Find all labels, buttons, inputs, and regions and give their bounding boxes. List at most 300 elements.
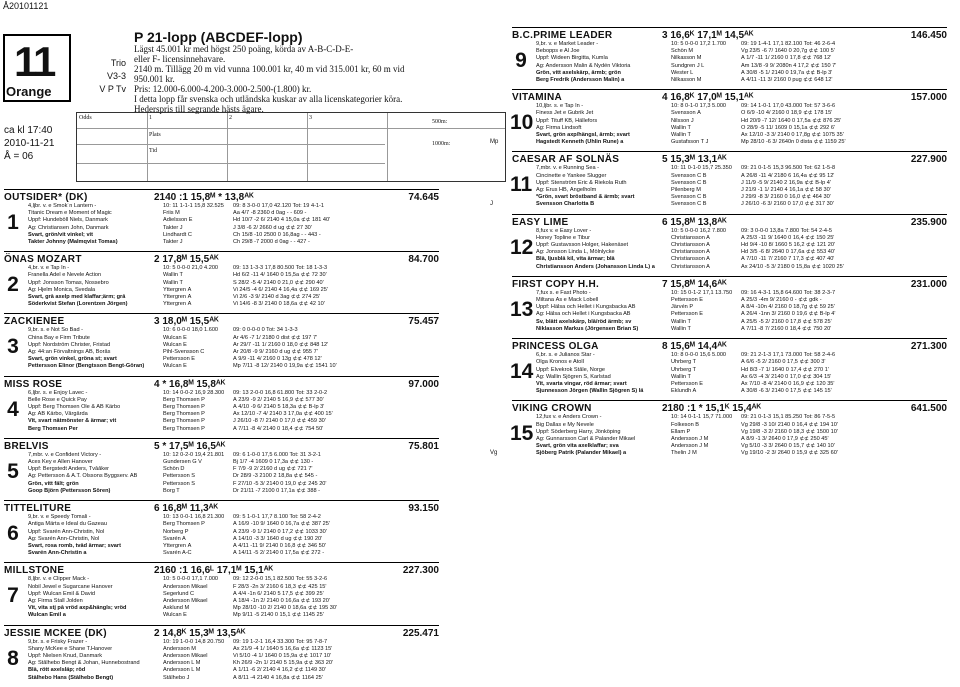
place-1-label: 1 bbox=[149, 115, 152, 121]
info-result: 09: 19 1-2-1 16,4 33.300 Tot: 95 7-8-7 bbox=[233, 638, 328, 645]
info-result: Vg 23/5 -6 7/ 1640 0 20,7g ⊄⊄ 100 5' bbox=[741, 48, 835, 55]
horse-name: EASY LIME bbox=[512, 216, 569, 228]
info-driver: Andersson L M bbox=[163, 660, 201, 667]
horse-info-row bbox=[28, 327, 439, 334]
info-left: 10,ljbr. s. e Tap In - bbox=[536, 103, 584, 110]
horse-info-row bbox=[536, 70, 947, 77]
info-left: Franella Adel e Nevele Action bbox=[28, 272, 102, 279]
info-result: År 29/7 -11 1/ 2160 0 18,0 ⊄⊄ 848 12' bbox=[233, 341, 329, 348]
horse-info-row bbox=[28, 514, 439, 521]
horse-body bbox=[512, 228, 947, 271]
horse-info-row bbox=[28, 335, 439, 342]
info-result: År 20/8 -9 9/ 2160 d ug ⊄⊄ 955 7' bbox=[233, 349, 318, 356]
race-title: P 21-lopp (ABCDEF-lopp) bbox=[134, 29, 303, 45]
info-result: Å 1/11 -6 2/ 2140 4 16,2 ⊄⊄ 1149 30' bbox=[233, 667, 326, 674]
horse-info-row bbox=[28, 232, 439, 239]
info-driver: Norberg P bbox=[163, 528, 189, 535]
info-left: Wulcan Emil a bbox=[28, 612, 66, 619]
horse-info-row bbox=[28, 203, 439, 210]
horse-entry bbox=[4, 376, 439, 433]
info-result: Vi 24/5 -4 6/ 2140 4 16,4a ⊄⊄ 169 25' bbox=[233, 286, 328, 293]
info-left: Svart, grön/vit vinkel; vit bbox=[28, 231, 93, 238]
info-left: Äg: Hälsa och Hellet i Kungsbacka AB bbox=[536, 311, 631, 318]
horse-info-row bbox=[28, 390, 439, 397]
info-result: Dr 21/11 -7 2100 0 17,1a ⊄⊄ 388 - bbox=[233, 487, 321, 494]
info-left: Äg: Pettersson & A.T. Olssons Byggserv. AB bbox=[28, 473, 138, 480]
horse-name: PRINCESS OLGA bbox=[512, 341, 599, 353]
bet-types bbox=[96, 57, 126, 96]
info-driver: Svensson C B bbox=[671, 172, 707, 179]
horse-info-row bbox=[536, 436, 947, 443]
horse-prize: 641.500 bbox=[910, 403, 947, 415]
info-result: Hd 8/3 -7 1/ 1640 0 17,4 ⊄⊄ 270 1' bbox=[741, 366, 829, 373]
info-driver: Svarén A bbox=[163, 535, 186, 542]
horse-header bbox=[4, 313, 439, 327]
horse-name: MILLSTONE bbox=[4, 565, 65, 577]
info-result: Å 30/8 -6 3/ 2140 0 17,5 ⊄⊄ 145 15' bbox=[741, 388, 832, 395]
info-left: Berg Fredrik (Andersson Malin) a bbox=[536, 77, 625, 84]
horse-prize: 231.000 bbox=[910, 278, 947, 290]
track-label: Mp bbox=[490, 139, 499, 146]
horse-info-row bbox=[28, 225, 439, 232]
horse-prize: 75.457 bbox=[408, 316, 439, 328]
info-result: Ö 6/9 -10 4/ 2160 0 18,9 ⊄⊄ 178 15' bbox=[741, 110, 833, 117]
horse-stats: 6 15,8ᴹ 13,8ᴬᴷ bbox=[662, 216, 727, 228]
info-result: Å 23/9 -9 1/ 2140 0 17,2 ⊄⊄ 1033 30' bbox=[233, 528, 327, 535]
race-condition-line: eller F- licensinnehavare. bbox=[134, 54, 226, 64]
info-result: Å 25/5 -5 2/ 2160 0 17,8 ⊄⊄ 578 25' bbox=[741, 318, 832, 325]
horse-name: VITAMINA bbox=[512, 92, 562, 104]
horse-body bbox=[4, 639, 439, 682]
info-driver: 10: 14 0-0-2 16,9 28.300 bbox=[163, 389, 225, 396]
info-driver: Uhrberg T bbox=[671, 359, 697, 366]
horse-info-row bbox=[536, 125, 947, 132]
info-driver: Järvén P bbox=[671, 304, 694, 311]
horse-header bbox=[512, 214, 947, 228]
info-driver: Nilsson J bbox=[671, 117, 694, 124]
horse-entry bbox=[512, 338, 947, 395]
info-result: Å 14/10 -3 3/ 1640 d ug ⊄⊄ 190 20' bbox=[233, 535, 323, 542]
info-result: Ax 6/3 -4 3/ 2140 0 17,0 ⊄⊄ 304 15' bbox=[741, 373, 832, 380]
info-left: Äg: Svarén Ann-Christin, Nol bbox=[28, 535, 100, 542]
race-condition-line: Pris: 12.000-6.000-4.200-3.000-2.500-(1.800) kr. bbox=[134, 84, 312, 94]
horse-body bbox=[4, 203, 439, 246]
info-driver: Nilkasson M bbox=[671, 77, 702, 84]
horse-info-row bbox=[536, 311, 947, 318]
horse-prize: 93.150 bbox=[408, 503, 439, 515]
horse-stats: 4 * 16,8ᴹ 15,8ᴬᴷ bbox=[154, 378, 226, 390]
horse-header bbox=[4, 625, 439, 639]
info-left: 9,br. v. e Speedy Tomali - bbox=[28, 514, 91, 521]
info-driver: 10: 8 0-0-0 15,6 5.000 bbox=[671, 352, 727, 359]
info-left: Äg: Gunnarsson Carl & Palander Mikael bbox=[536, 435, 636, 442]
horse-entry bbox=[4, 625, 439, 682]
horse-info-row bbox=[28, 301, 439, 308]
info-left: 8,ljbr. v. e Clipper Mack - bbox=[28, 576, 90, 583]
horse-prize: 146.450 bbox=[910, 30, 947, 41]
horse-name: ZACKIENEE bbox=[4, 316, 65, 328]
info-result: J 26/10 -8 7/ 2140 0 17,0 ⊄⊄ 459 30' bbox=[233, 418, 326, 425]
info-result: Å 18/4 -1n 2/ 2140 0 16,6a ⊄⊄ 193 20' bbox=[233, 597, 330, 604]
track-label: Vg bbox=[490, 450, 498, 457]
horse-body bbox=[4, 576, 439, 619]
info-left: *Grön, svart bröstband & ärmb; svart bbox=[536, 194, 635, 201]
horse-name: ÖNAS MOZART bbox=[4, 254, 82, 266]
info-result: Å 26/8 -11 4/ 2180 6 16,4a ⊄⊄ 95 12' bbox=[741, 172, 835, 179]
info-driver: Yttergren Å bbox=[163, 301, 192, 308]
horse-header bbox=[4, 562, 439, 576]
odds-label: Odds bbox=[79, 115, 92, 121]
horse-prize: 225.471 bbox=[402, 627, 439, 639]
info-result: Å 25/3 -4m 9/ 2160 0 - ⊄⊄ gdk - bbox=[741, 297, 822, 304]
race-header bbox=[134, 30, 499, 114]
horse-body bbox=[490, 414, 947, 457]
horse-info-row bbox=[536, 180, 947, 187]
horse-body bbox=[512, 290, 947, 333]
horse-name: TITTELITURE bbox=[4, 503, 72, 515]
info-driver: Pihl-Svensson C bbox=[163, 349, 205, 356]
info-left: Äg: 44:an Förvaltnings AB, Borås bbox=[28, 349, 111, 356]
info-result: F 7/9 -9 2/ 2160 d ug ⊄⊄ 721 7' bbox=[233, 466, 313, 473]
info-left: Uppf: Nordström Christer, Fristad bbox=[28, 341, 111, 348]
info-driver: Gundersen G V bbox=[163, 459, 202, 466]
horse-info-row bbox=[28, 675, 439, 682]
start-number: 6 bbox=[7, 522, 19, 546]
horse-info-row bbox=[28, 265, 439, 272]
horse-info-row bbox=[28, 404, 439, 411]
info-left: Christiansson Anders (Johansson Linda L) a bbox=[536, 263, 655, 270]
horse-info-row bbox=[536, 381, 947, 388]
horse-entry bbox=[4, 562, 439, 619]
horse-info-row bbox=[28, 239, 439, 246]
info-left: Aces Key e Allen Hanover bbox=[28, 459, 93, 466]
race-condition-line: 950.001 kr. bbox=[134, 74, 175, 84]
info-driver: Eklundh A bbox=[671, 388, 697, 395]
info-result: Mp 28/10 -6 3/ 2640n 0 dista ⊄⊄ 1159 25' bbox=[741, 139, 846, 146]
info-result: 09: 14 1-0-1 17,0 43.000 Tot: 57 3-6-6 bbox=[741, 103, 836, 110]
info-left: Äg: Andersson Malin & Nydén Viktoria bbox=[536, 62, 631, 69]
horse-prize: 97.000 bbox=[408, 378, 439, 390]
info-result: Hd 9/4 -10 8/ 1660 5 16,2 ⊄⊄ 121 20' bbox=[741, 242, 836, 249]
start-time: ca kl 17:40 bbox=[4, 125, 53, 136]
horse-info-row bbox=[536, 450, 947, 457]
info-result: Å 26/4 -1nn 3/ 2160 0 19,6 ⊄⊄ B-lp 4' bbox=[741, 311, 836, 318]
horse-entry bbox=[4, 251, 439, 308]
bet-type-v3: V3-3 bbox=[106, 71, 126, 81]
horse-info-row bbox=[536, 194, 947, 201]
page-id: Å20101121 bbox=[3, 1, 49, 11]
info-driver: Adielsson E bbox=[163, 217, 193, 224]
start-number: 4 bbox=[7, 397, 19, 421]
race-condition-line: Hederspris till segrande hästs ägare. bbox=[134, 104, 264, 114]
info-result: Aa 4/7 -8 2360 d 0ag - - 609 - bbox=[233, 210, 307, 217]
info-left: Shany McKee e Shane T.Hanover bbox=[28, 645, 113, 652]
info-left: Sjunnesson Jörgen (Wallin Sjögren S) lä bbox=[536, 388, 644, 395]
horse-entry bbox=[490, 89, 947, 146]
info-result: 09: 0 0-0-0 0 Tot: 34 1-3-3 bbox=[233, 327, 298, 334]
info-result: J 11/9 -5 9/ 2140 2 16,9a ⊄⊄ B-lp 4' bbox=[741, 179, 831, 186]
info-driver: Andersson Mikael bbox=[163, 583, 208, 590]
bet-type-trio: Trio bbox=[110, 58, 126, 68]
horse-info-row bbox=[28, 550, 439, 557]
info-left: Stålhebo Hans (Stålhebo Bengt) bbox=[28, 674, 114, 681]
info-result: Ch 29/8 -7 2000 d 0ag - - 427 - bbox=[233, 239, 310, 246]
info-result: Ö 28/9 -5 11/ 1609 0 15,1a ⊄⊄ 292 6' bbox=[741, 124, 835, 131]
start-number: 9 bbox=[515, 49, 527, 72]
horse-info-row bbox=[28, 418, 439, 425]
info-result: Vg 19/10 -2 3/ 2640 0 15,9 ⊄⊄ 325 60' bbox=[741, 450, 838, 457]
info-driver: Schön M bbox=[671, 48, 694, 55]
info-result: 09: 13 1-3-3 17,8 80.500 Tot: 18 1-3-3 bbox=[233, 265, 328, 272]
info-result: Ax 21/9 -4 1/ 1640 5 16,6a ⊄⊄ 1123 15' bbox=[233, 645, 333, 652]
horse-info-row bbox=[28, 356, 439, 363]
info-driver: 10: 6 0-0-0 18,0 1.600 bbox=[163, 327, 219, 334]
horse-entry bbox=[4, 313, 439, 370]
info-driver: Svensson C B bbox=[671, 194, 707, 201]
horse-entry bbox=[4, 189, 439, 246]
info-result: Hd 3/5 -6 8/ 2640 0 17,6a ⊄⊄ 553 40' bbox=[741, 249, 836, 256]
info-driver: Svarén A-C bbox=[163, 550, 192, 557]
info-driver: 10: 8 0-1-0 17,3 5.000 bbox=[671, 103, 727, 110]
horse-stats: 2 17,8ᴹ 15,5ᴬᴷ bbox=[154, 254, 219, 266]
horse-body bbox=[512, 41, 947, 84]
info-driver: Christiansson A bbox=[671, 242, 710, 249]
horse-header bbox=[512, 151, 947, 165]
info-driver: Pettersson E bbox=[671, 311, 704, 318]
info-result: J 26/10 -6 3/ 2160 0 17,0 ⊄⊄ 317 30' bbox=[741, 201, 834, 208]
info-driver: Berg Thomsen P bbox=[163, 521, 205, 528]
horse-header bbox=[512, 338, 947, 352]
horse-info-row bbox=[28, 452, 439, 459]
info-result: Mp 7/11 -8 12/ 2140 0 19,9a ⊄⊄ 1541 10' bbox=[233, 363, 337, 370]
info-left: Uppf: Söderberg Harry, Jönköping bbox=[536, 428, 621, 435]
horse-info-row bbox=[536, 55, 947, 62]
info-result: Å 9/9 -11 4/ 2160 0 13g ⊄⊄ 478 12' bbox=[233, 356, 322, 363]
info-driver: Berg Thomsen P bbox=[163, 425, 205, 432]
info-driver: Svensson Å bbox=[671, 110, 701, 117]
info-driver: Wulcan E bbox=[163, 612, 187, 619]
info-result: 09: 16 4-3-1 15,8 64.600 Tot: 38 2-3-7 bbox=[741, 289, 836, 296]
info-driver: Wulcan E bbox=[163, 363, 187, 370]
info-driver: Andersson Mikael bbox=[163, 652, 208, 659]
horse-header bbox=[4, 376, 439, 390]
info-left: Uppf: Wulcan Emil & David bbox=[28, 590, 96, 597]
horse-info-row bbox=[28, 667, 439, 674]
info-driver: Wulcan E bbox=[163, 341, 187, 348]
info-left: 12,fux v. e Anders Crown - bbox=[536, 414, 602, 421]
horse-body bbox=[490, 103, 947, 146]
horse-body bbox=[4, 390, 439, 433]
horse-info-row bbox=[28, 280, 439, 287]
horse-info-row bbox=[536, 249, 947, 256]
info-left: Uppf: Stenström Eric & Riekola Ruth bbox=[536, 179, 627, 186]
horse-stats: 2180 :1 * 15,1ᴷ 15,4ᴬᴷ bbox=[662, 403, 762, 415]
info-result: Å 8/11 -4 2140 4 16,8a ⊄⊄ 1164 25' bbox=[233, 674, 323, 681]
horse-info-row bbox=[28, 576, 439, 583]
info-result: Dr 28/9 -3 2100 2 18,8a ⊄⊄ 545 - bbox=[233, 473, 318, 480]
info-driver: 10: 14 0-1-1 15,7 71.000 bbox=[671, 414, 733, 421]
info-left: Äg: Erus HB, Ängelholm bbox=[536, 187, 597, 194]
info-result: Kh 26/9 -2n 1/ 2140 5 15,9a ⊄⊄ 363 20' bbox=[233, 660, 334, 667]
start-number: 13 bbox=[510, 297, 534, 321]
info-left: Äg: Firma Lindsoft bbox=[536, 124, 582, 131]
horse-info-row bbox=[28, 584, 439, 591]
info-driver: 10: 11 0-1-0 15,7 25.350 bbox=[671, 165, 732, 172]
info-result: 09: 6 1-0-0 17,5 6.000 Tot: 31 3-2-1 bbox=[233, 451, 321, 458]
left-column bbox=[4, 189, 439, 687]
info-left: China Bay e Firm Tribute bbox=[28, 334, 90, 341]
horse-info-row bbox=[28, 646, 439, 653]
info-left: Uppf: Bergstedt Anders, Tvååker bbox=[28, 466, 110, 473]
track-code: Å = 06 bbox=[4, 151, 34, 162]
horse-prize: 235.900 bbox=[910, 216, 947, 228]
race-condition-line: Lägst 45.001 kr med högst 250 poäng, körda av A-B-C-D-E- bbox=[134, 44, 354, 54]
horse-info-row bbox=[28, 536, 439, 543]
info-driver: 10: 12 0-2-0 19,4 21.801 bbox=[163, 451, 225, 458]
horse-name: MISS ROSE bbox=[4, 378, 63, 390]
info-result: Ax 7/10 -8 4/ 2140 0 16,9 ⊄⊄ 120 35' bbox=[741, 380, 835, 387]
info-left: Svensson Charlotta B bbox=[536, 201, 595, 208]
track-label: J bbox=[490, 201, 493, 208]
horse-info-row bbox=[28, 294, 439, 301]
horse-stats: 5 15,3ᴹ 13,1ᴬᴷ bbox=[662, 154, 727, 166]
info-driver: 10: 11 1-1-1 15,8 32.525 bbox=[163, 203, 224, 209]
horse-stats: 6 16,8ᴹ 11,3ᴬᴷ bbox=[154, 503, 219, 515]
horse-info-row bbox=[536, 201, 947, 208]
info-result: S 28/2 -5 4/ 2140 0 21,0 ⊄⊄ 290 40' bbox=[233, 279, 324, 286]
horse-info-row bbox=[536, 77, 947, 84]
info-driver: 10: 5 0-0-0 16,2 7.800 bbox=[671, 227, 727, 234]
info-driver: Andersson J M bbox=[671, 443, 709, 450]
horse-info-row bbox=[28, 591, 439, 598]
info-driver: Wallin T bbox=[671, 132, 691, 139]
horse-header bbox=[4, 438, 439, 452]
info-driver: 10: 19 1-0-0 14,8 20.750 bbox=[163, 638, 225, 645]
info-result: Å 8/4 -10n 4/ 2160 0 18,7g ⊄⊄ 59 25' bbox=[741, 304, 835, 311]
info-driver: Wester L bbox=[671, 69, 694, 76]
start-number: 3 bbox=[7, 335, 19, 359]
horse-info-row bbox=[536, 110, 947, 117]
info-left: Uppf: Hälsa och Hellet i Kungsbacka AB bbox=[536, 304, 636, 311]
start-number: 2 bbox=[7, 273, 19, 297]
split-1000-label: 1000m: bbox=[432, 141, 451, 147]
info-left: Svart, grå axelp med klaffar;ärm; grå bbox=[28, 294, 126, 301]
info-driver: Wallin T bbox=[163, 272, 183, 279]
horse-header bbox=[512, 276, 947, 290]
horse-header bbox=[512, 89, 947, 103]
horse-info-row bbox=[28, 459, 439, 466]
horse-name: OUTSIDER* (DK) bbox=[4, 192, 88, 203]
horse-stats: 3 18,0ᴹ 15,5ᴬᴷ bbox=[154, 316, 219, 328]
info-left: Uppf: Gustavsson Holger, Hakenäset bbox=[536, 242, 629, 249]
info-driver: Gustafsson T J bbox=[671, 139, 709, 146]
info-result: Bj 1/7 -4 1609 0 17,3a ⊄⊄ 130 - bbox=[233, 459, 314, 466]
info-driver: 10: 15 0-1-2 17,1 13.750 bbox=[671, 289, 733, 296]
horse-info-row bbox=[536, 256, 947, 263]
info-driver: 10: 5 0-0-0 21,0 4.200 bbox=[163, 265, 219, 272]
info-result: Hd 20/9 -7 12/ 1640 0 17,5a ⊄⊄ 876 25' bbox=[741, 117, 842, 124]
info-driver: Takter J bbox=[163, 224, 183, 231]
info-left: Äg: Stålhebo Bengt & Johan, Hunnebostrand bbox=[28, 660, 140, 667]
info-result: 09: 21 0-1-5 15,3 96.500 Tot: 62 1-5-8 bbox=[741, 165, 836, 172]
info-left: Finess Jet e Gubrik Jet bbox=[536, 110, 594, 117]
info-driver: Berg Thomsen P bbox=[163, 404, 205, 411]
info-driver: Schön D bbox=[163, 466, 185, 473]
horse-info-row bbox=[28, 488, 439, 495]
info-left: Svarén Ann-Christin a bbox=[28, 550, 87, 557]
start-number: 5 bbox=[7, 459, 19, 483]
right-column bbox=[490, 27, 947, 463]
info-left: Uppf: Svarén Ann-Christin, Nol bbox=[28, 528, 105, 535]
info-result: J 3/8 -6 2/ 2660 d ug ⊄⊄ 27 30' bbox=[233, 224, 312, 231]
info-result: 09: 8 3-0-0 17,0 42.120 Tot: 19 4-1-1 bbox=[233, 203, 325, 209]
horse-entry bbox=[512, 214, 947, 271]
horse-info-row bbox=[536, 118, 947, 125]
horse-info-row bbox=[28, 210, 439, 217]
info-result: 09: 3 0-0-0 13,8a 7.800 Tot: 54 2-4-5 bbox=[741, 227, 833, 234]
info-driver: Asklund M bbox=[163, 605, 190, 612]
info-left: Blå, ljusblå kil, vita ärmar; blå bbox=[536, 256, 615, 263]
info-driver: Berg Thomsen P bbox=[163, 411, 205, 418]
info-left: Uppf: Elvekrok Ståle, Norge bbox=[536, 366, 606, 373]
horse-entry bbox=[4, 438, 439, 495]
info-driver: Borg T bbox=[163, 487, 180, 494]
info-left: Vit, svarta vingar, röd ärmar; svart bbox=[536, 380, 627, 387]
start-number: 7 bbox=[7, 584, 19, 608]
info-left: Big Dallas e My Nevele bbox=[536, 421, 594, 428]
info-driver: Wallin T bbox=[671, 124, 691, 131]
horse-name: CAESAR AF SOLNÄS bbox=[512, 154, 620, 166]
info-driver: Ellam P bbox=[671, 428, 691, 435]
info-driver: Lindhardt C bbox=[163, 231, 192, 238]
start-number: 14 bbox=[510, 360, 534, 384]
horse-body bbox=[4, 327, 439, 370]
info-result: Vg 19/8 -3 2/ 2160 0 18,3 ⊄⊄ 1500 10' bbox=[741, 428, 838, 435]
horse-info-row bbox=[28, 466, 439, 473]
horse-entry bbox=[512, 27, 947, 84]
info-left: Blå, rött axelsläp; röd bbox=[28, 667, 86, 674]
horse-info-row bbox=[28, 660, 439, 667]
info-left: Svart, rosa romb, tvåd ärmar; svart bbox=[28, 542, 121, 549]
info-driver: Folkeson B bbox=[671, 421, 699, 428]
info-result: 09: 13 2-0-0 16,8 61.800 Tot: 33 2-0-2 bbox=[233, 389, 328, 396]
horse-info-row bbox=[536, 388, 947, 395]
info-result: Å 4/10 -9 6/ 2140 5 18,3a ⊄⊄ B-lp 3' bbox=[233, 404, 325, 411]
info-left: Äg: Christiansen John, Danmark bbox=[28, 224, 109, 231]
info-result: Å 14/11 -5 2/ 2140 0 17,5a ⊄⊄ 272 - bbox=[233, 550, 325, 557]
info-left: Uppf: Nielsen Knud, Danmark bbox=[28, 652, 102, 659]
info-driver: Svensson C B bbox=[671, 201, 707, 208]
info-left: 4,ljbr. v. e Smok´n Lantern - bbox=[28, 203, 97, 209]
horse-header bbox=[4, 189, 439, 203]
info-result: Vg 29/8 -3 10/ 2140 0 16,4 ⊄⊄ 194 10' bbox=[741, 421, 838, 428]
info-driver: Friis M bbox=[163, 210, 180, 217]
info-driver: Nilkasson M bbox=[671, 55, 702, 62]
horse-header bbox=[512, 400, 947, 414]
horse-stats: 7 15,8ᴹ 14,6ᴬᴷ bbox=[662, 278, 727, 290]
horse-info-row bbox=[536, 414, 947, 421]
horse-stats: 3 16,6ᴷ 17,1ᴹ 14,5ᴬᴷ bbox=[662, 30, 754, 41]
info-result: Ax 12/10 -3 3/ 2140 0 17,8g ⊄⊄ 1075 35' bbox=[741, 132, 844, 139]
horse-info-row bbox=[536, 63, 947, 70]
info-result: Å 4/11 -11 9/ 2140 0 16,8 ⊄⊄ 346 50' bbox=[233, 542, 326, 549]
info-driver: 10: 13 0-0-1 16,8 21.300 bbox=[163, 514, 225, 521]
info-driver: Christiansson A bbox=[671, 263, 710, 270]
horse-info-row bbox=[536, 367, 947, 374]
horse-info-row bbox=[536, 173, 947, 180]
info-result: F 27/10 -5 3/ 2140 0 19,0 ⊄⊄ 245 20' bbox=[233, 480, 327, 487]
horse-info-row bbox=[28, 217, 439, 224]
